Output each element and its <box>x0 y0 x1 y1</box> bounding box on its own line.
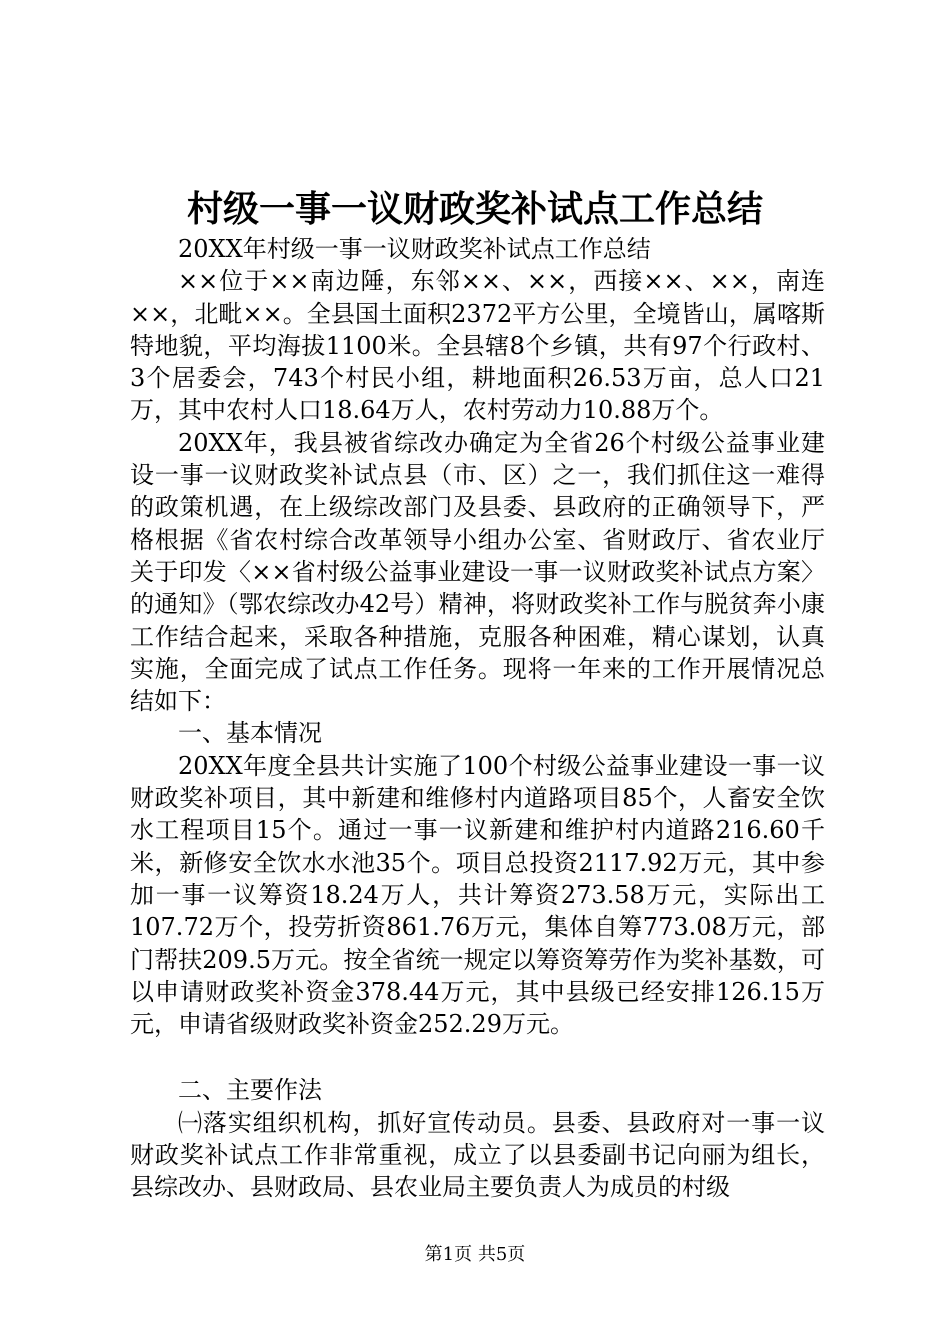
paragraph-overview: ××位于××南边陲，东邻××、××，西接××、××，南连××，北毗××。全县国土面积2372平方公里，全境皆山，属喀斯特地貌，平均海拔1100米。全县辖8个乡镇，共有97个行政村、3个居委会，743个村民小组，耕地面积26.53万亩，总人口21万，其中农村人口18.64万人，农村劳动力10.88万个。 <box>130 267 825 425</box>
section-heading-basic: 一、基本情况 <box>178 719 322 748</box>
paragraph-methods-1: ㈠落实组织机构，抓好宣传动员。县委、县政府对一事一议财政奖补试点工作非常重视，成立了以县委副书记向丽为组长，县综改办、县财政局、县农业局主要负责人为成员的村级 <box>130 1108 825 1202</box>
paragraph-intro: 20XX年，我县被省综改办确定为全省26个村级公益事业建设一事一议财政奖补试点县（市、区）之一，我们抓住这一难得的政策机遇，在上级综改部门及县委、县政府的正确领导下，严格根据《省农村综合改革领导小组办公室、省财政厅、省农业厅关于印发〈××省村级公益事业建设一事一议财政奖补试点方案〉的通知》（鄂农综改办42号）精神，将财政奖补工作与脱贫奔小康工作结合起来，采取各种措施，克服各种困难，精心谋划，认真实施，全面完成了试点工作任务。现将一年来的工作开展情况总结如下： <box>130 428 825 716</box>
document-title: 村级一事一议财政奖补试点工作总结 <box>186 188 763 230</box>
paragraph-subtitle: 20XX年村级一事一议财政奖补试点工作总结 <box>178 235 651 263</box>
paragraph-basic-situation: 20XX年度全县共计实施了100个村级公益事业建设一事一议财政奖补项目，其中新建和维修村内道路项目85个，人畜安全饮水工程项目15个。通过一事一议新建和维护村内道路216.60千米，新修安全饮水水池35个。项目总投资2117.92万元，其中参加一事一议筹资18.24万人，共计筹资273.58万元，实际出工107.72万个，投劳折资861.76万元，集体自筹773.08万元，部门帮扶209.5万元。按全省统一规定以筹资筹劳作为奖补基数，可以申请财政奖补资金378.44万元，其中县级已经安排126.15万元，申请省级财政奖补资金252.29万元。 <box>130 751 825 1039</box>
section-heading-methods: 二、主要作法 <box>178 1076 322 1105</box>
page-footer: 第1页 共5页 <box>424 1244 526 1265</box>
document-body <box>130 233 825 1204</box>
